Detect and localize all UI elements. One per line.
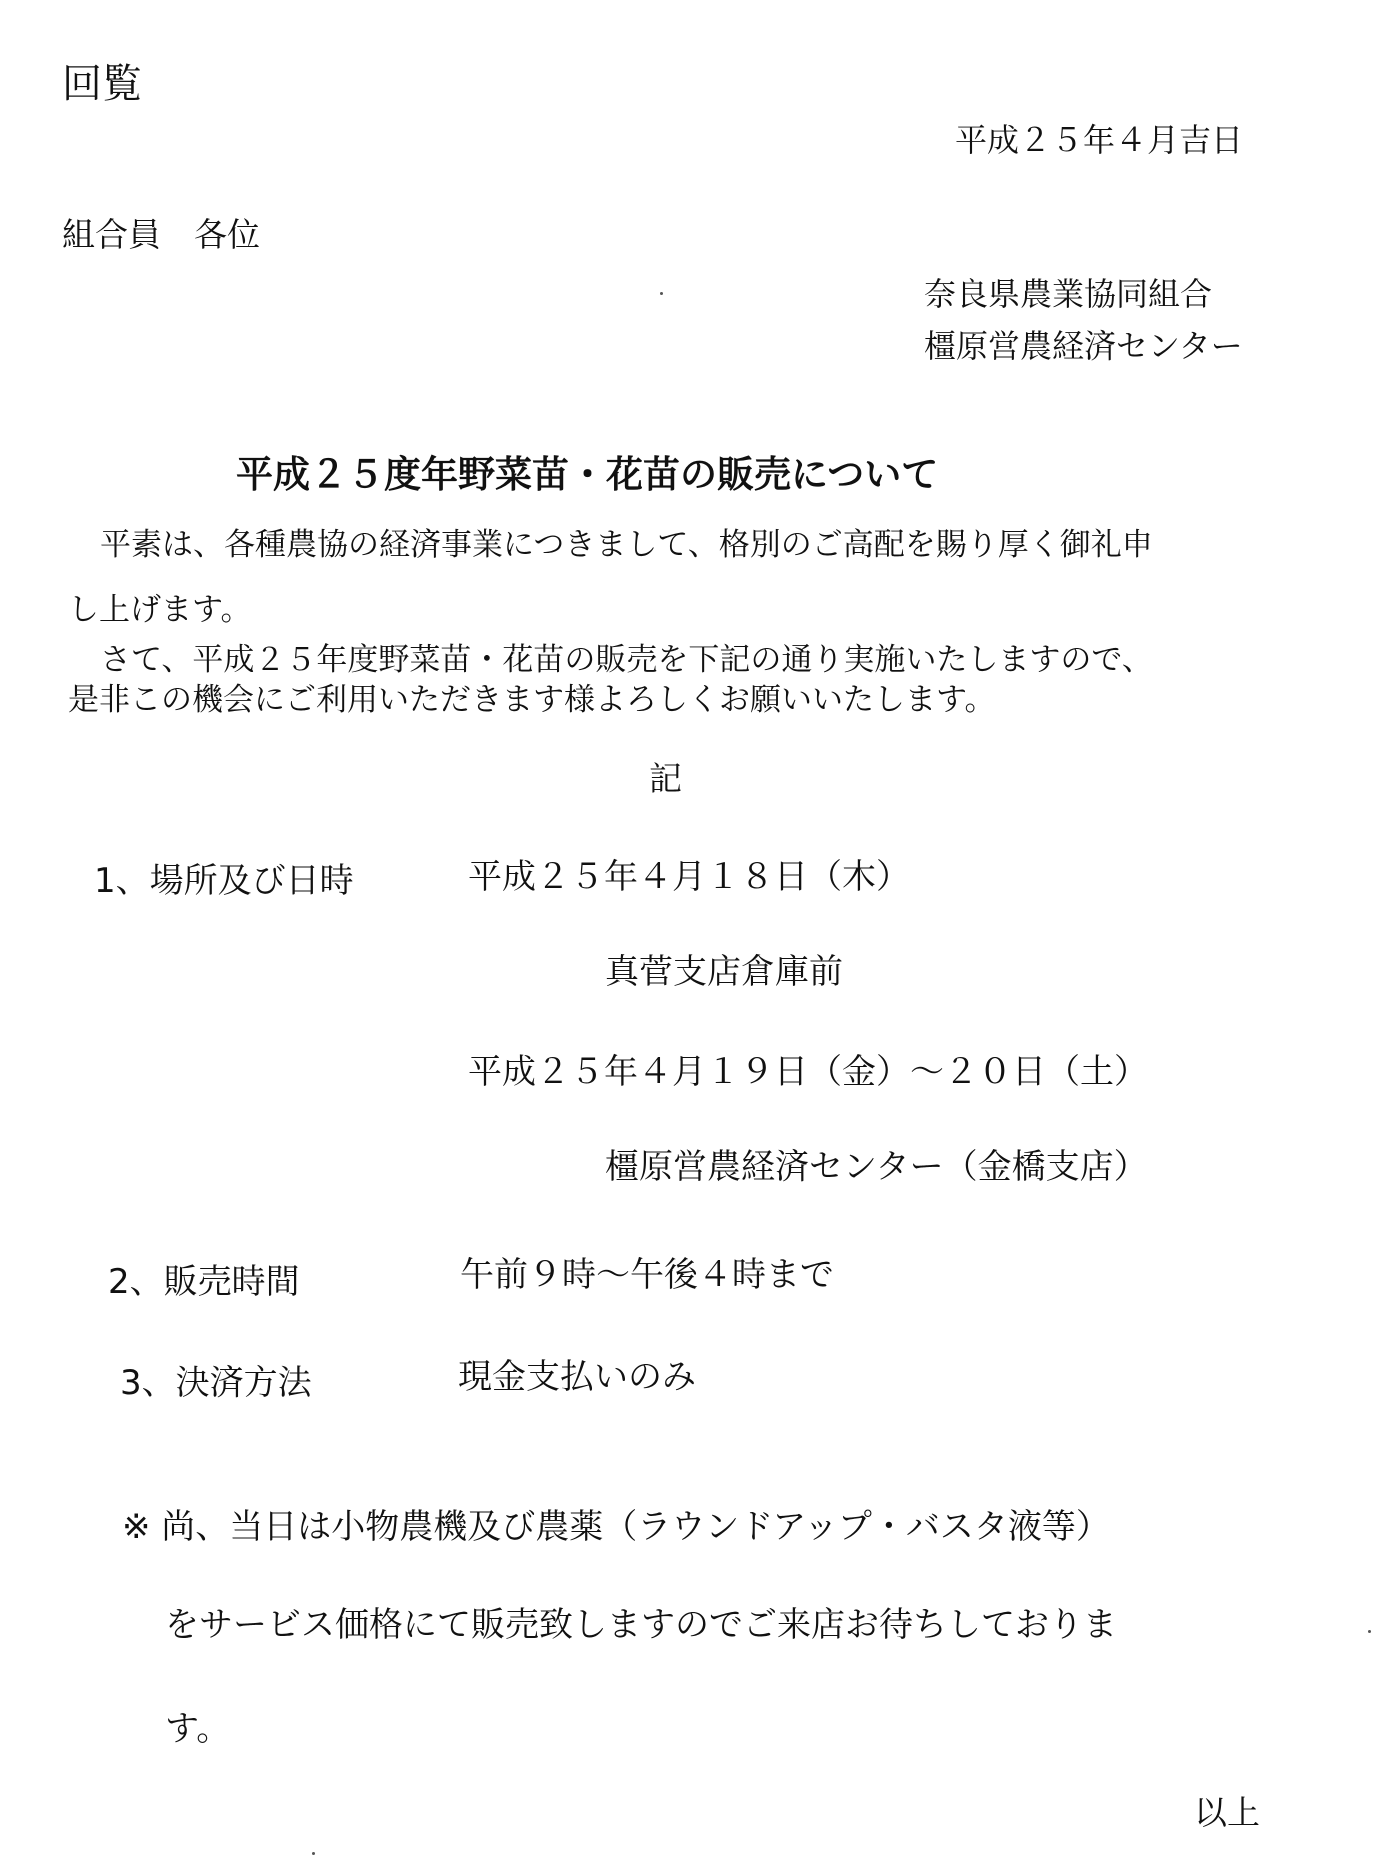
item-2-value: 午前９時～午後４時まで (460, 1255, 834, 1295)
item-2-label: 2、販売時間 (108, 1262, 300, 1302)
item-1-date-2: 平成２５年４月１９日（金）～２０日（土） (468, 1052, 1148, 1092)
issue-date: 平成２５年４月吉日 (955, 121, 1244, 159)
document-title: 平成２５度年野菜苗・花苗の販売について (236, 453, 939, 496)
closing-ijou: 以上 (1194, 1793, 1260, 1832)
sender-organization: 奈良県農業協同組合 (924, 275, 1213, 313)
item-1-place-1: 真菅支店倉庫前 (605, 952, 843, 992)
body-paragraph-2-line-1: さて、平成２５年度野菜苗・花苗の販売を下記の通り実施いたしますので、 (100, 642, 1153, 678)
item-1-place-2: 橿原営農経済センター（金橋支店） (605, 1147, 1148, 1187)
body-paragraph-2-line-2: 是非この機会にご利用いただきます様よろしくお願いいたします。 (68, 682, 996, 718)
body-paragraph-1-line-1: 平素は、各種農協の経済事業につきまして、格別のご高配を賜り厚く御礼申 (100, 527, 1153, 563)
circular-label: 回覧 (62, 61, 142, 107)
ki-heading: 記 (649, 759, 682, 798)
scan-speck (1368, 1630, 1371, 1633)
item-3-label: 3、決済方法 (120, 1363, 312, 1403)
addressee: 組合員 各位 (62, 215, 260, 254)
note-line-1: ※ 尚、当日は小物農機及び農薬（ラウンドアップ・バスタ液等） (122, 1507, 1110, 1547)
note-line-2: をサービス価格にて販売致しますのでご来店お待ちしておりま (165, 1605, 1117, 1645)
sender-center: 橿原営農経済センター (924, 327, 1243, 365)
body-paragraph-1-line-2: し上げます。 (68, 592, 252, 628)
item-1-label: 1、場所及び日時 (94, 861, 354, 901)
scan-speck (312, 1852, 315, 1855)
item-3-value: 現金支払いのみ (458, 1357, 696, 1397)
note-line-3: す。 (165, 1709, 231, 1749)
scan-speck (660, 292, 663, 295)
item-1-date-1: 平成２５年４月１８日（木） (468, 857, 910, 897)
